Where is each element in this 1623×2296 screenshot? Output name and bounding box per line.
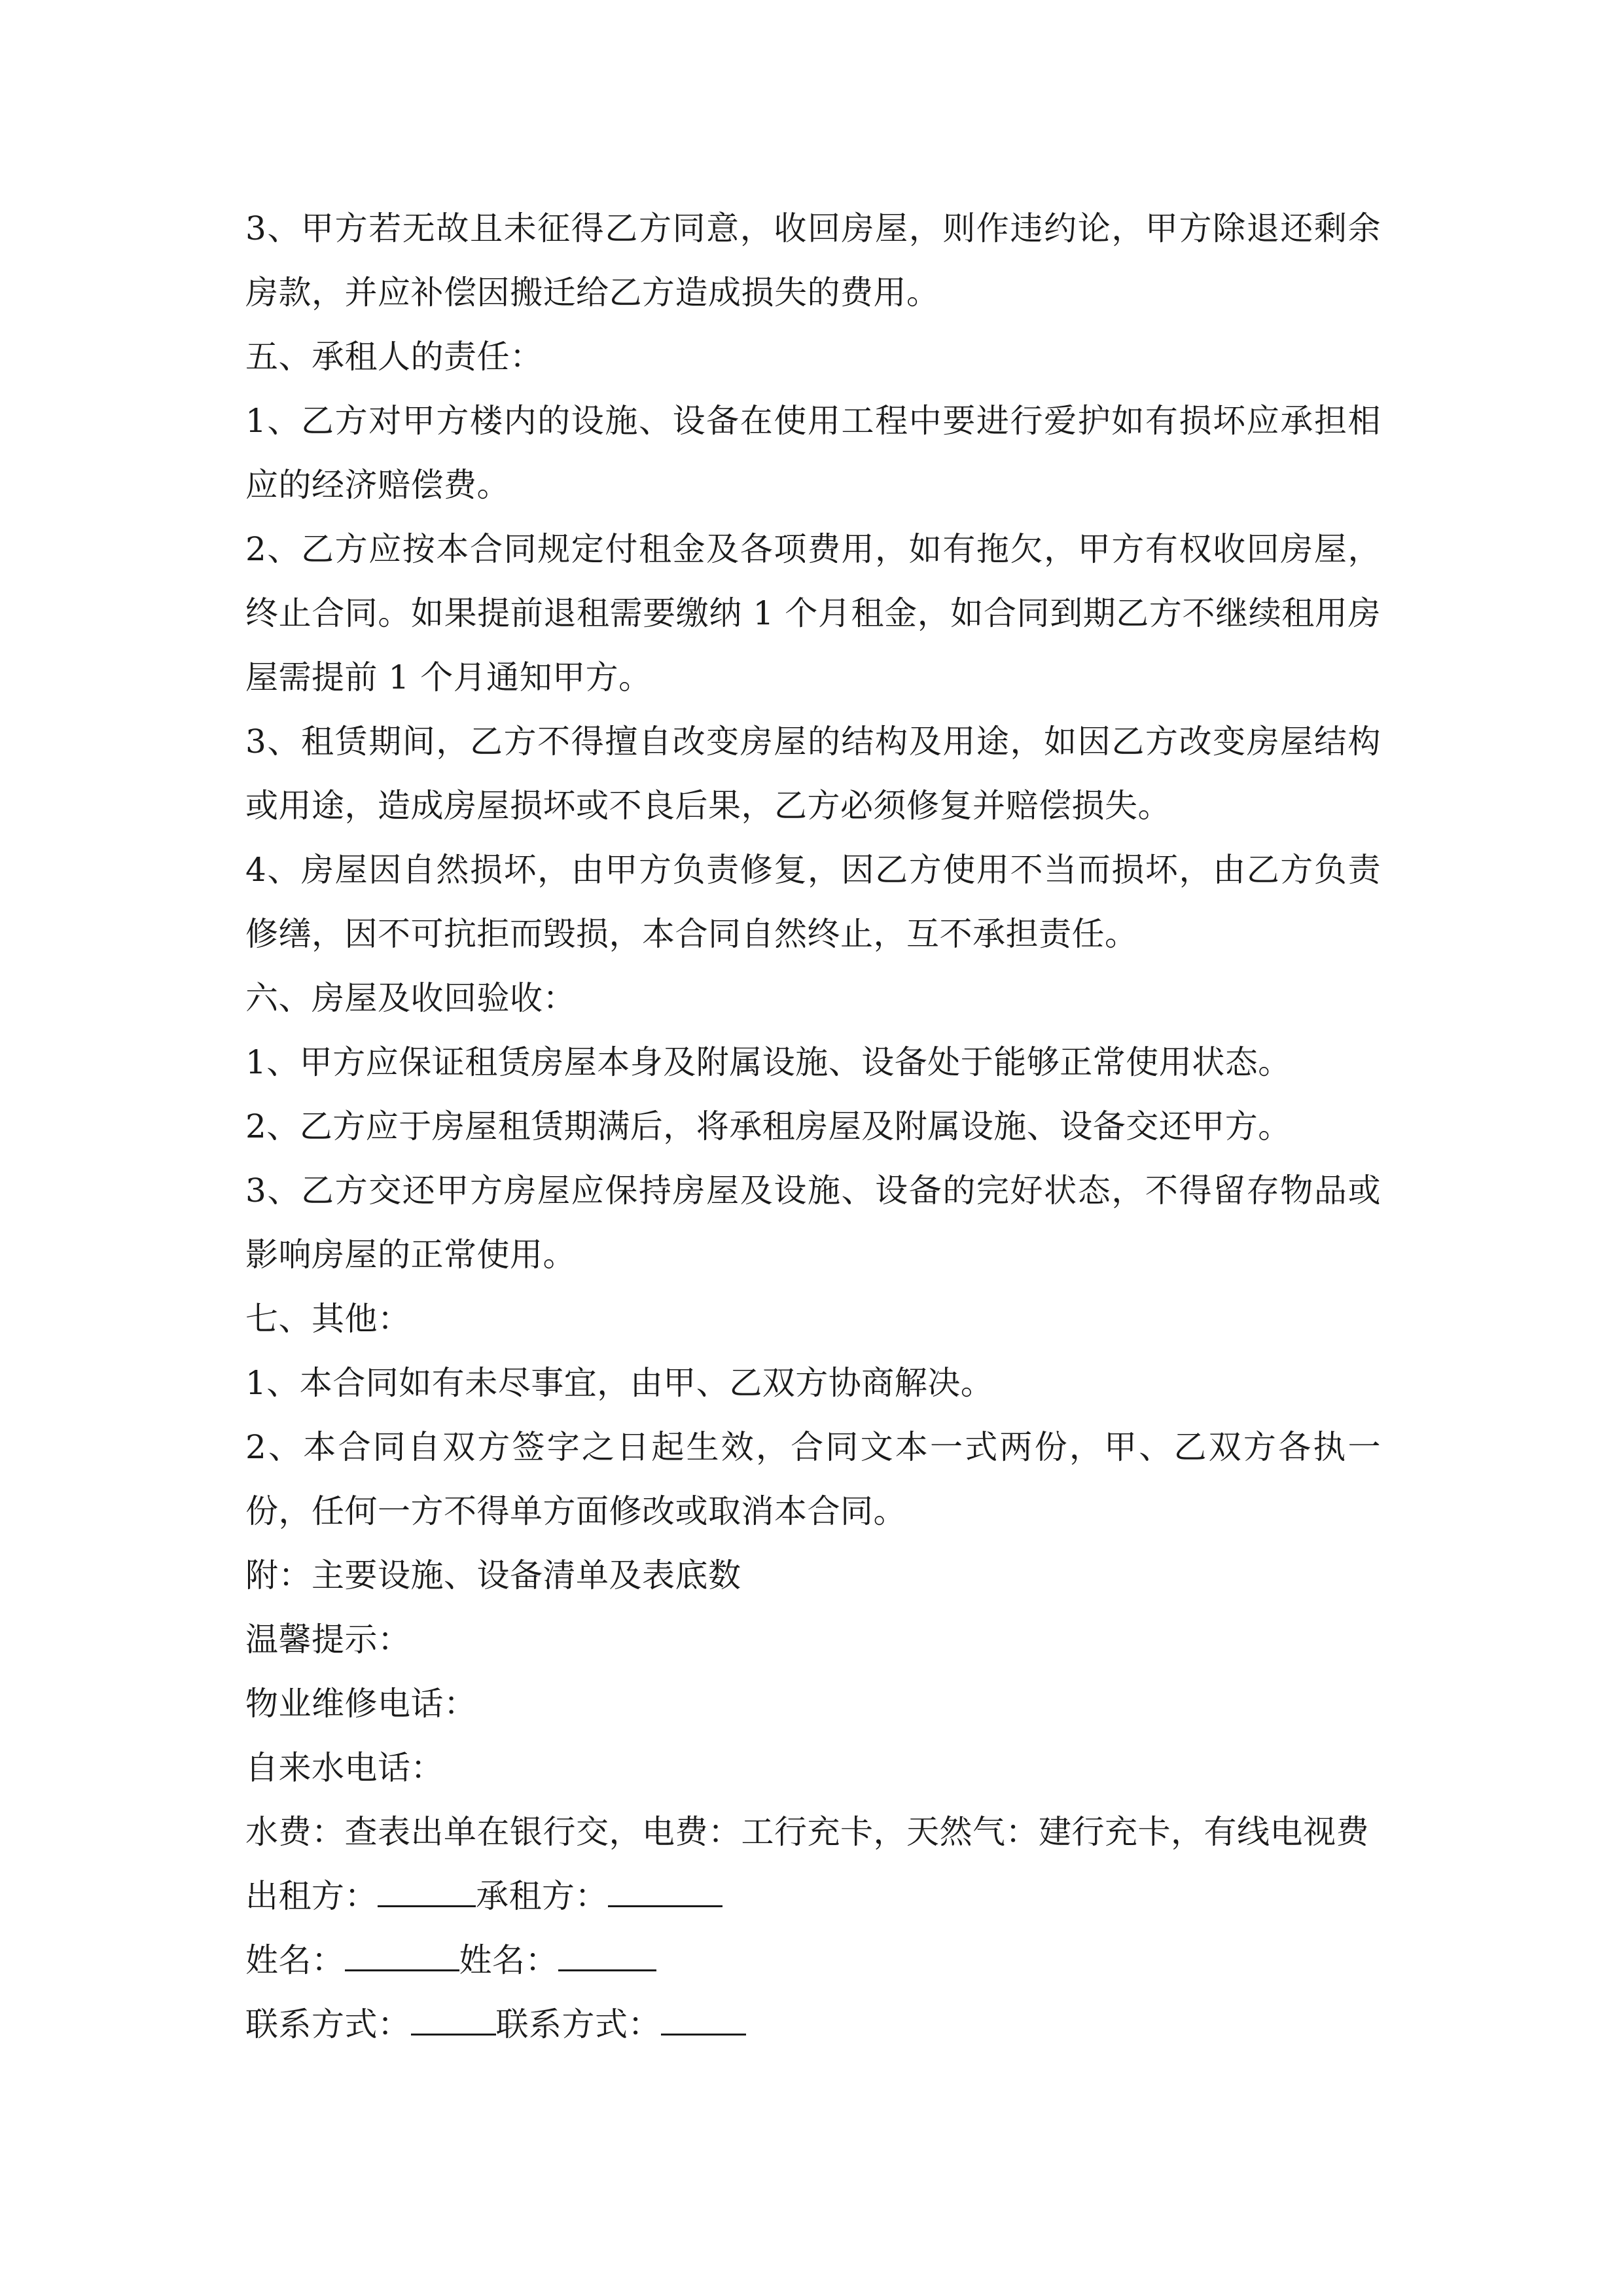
- clause-4-3: 3、甲方若无故且未征得乙方同意，收回房屋，则作违约论，甲方除退还剩余房款，并应补偿因搬迁给乙方造成损失的费用。: [245, 209, 1381, 312]
- section-heading-5: 五、承租人的责任：: [245, 338, 543, 376]
- clause-7-1: 1、本合同如有未尽事宜，由甲、乙双方协商解决。: [245, 1364, 994, 1402]
- clause-6-3: 3、乙方交还甲方房屋应保持房屋及设施、设备的完好状态，不得留存物品或影响房屋的正常使用。: [245, 1172, 1381, 1274]
- lessor-label: 出租方：: [245, 1877, 378, 1915]
- lessee-label: 承租方：: [476, 1877, 608, 1915]
- clause-5-4: 4、房屋因自然损坏，由甲方负责修复，因乙方使用不当而损坏，由乙方负责修缮，因不可抗拒而毁损，本合同自然终止，互不承担责任。: [245, 851, 1381, 953]
- attachment-note: 附：主要设施、设备清单及表底数: [245, 1556, 741, 1594]
- contract-body: [245, 196, 1381, 2056]
- lessee-contact-blank[interactable]: [661, 2003, 746, 2036]
- clause-7-2: 2、本合同自双方签字之日起生效，合同文本一式两份，甲、乙双方各执一份，任何一方不得单方面修改或取消本合同。: [245, 1428, 1381, 1530]
- lessee-name-label: 姓名：: [459, 1941, 558, 1979]
- section-heading-6: 六、房屋及收回验收：: [245, 979, 576, 1017]
- lessee-contact-label: 联系方式：: [495, 2005, 661, 2043]
- clause-6-1: 1、甲方应保证租赁房屋本身及附属设施、设备处于能够正常使用状态。: [245, 1043, 1291, 1081]
- signature-name-line: [245, 1928, 1381, 1992]
- lessee-name-blank[interactable]: [558, 1939, 656, 1971]
- lessee-blank[interactable]: [608, 1875, 722, 1907]
- lessor-blank[interactable]: [378, 1875, 476, 1907]
- section-heading-7: 七、其他：: [245, 1300, 411, 1338]
- lessor-name-blank[interactable]: [345, 1939, 459, 1971]
- signature-party-line: [245, 1864, 1381, 1928]
- lessor-contact-label: 联系方式：: [245, 2005, 411, 2043]
- property-repair-phone: 物业维修电话：: [245, 1685, 477, 1723]
- water-phone: 自来水电话：: [245, 1749, 444, 1787]
- signature-contact-line: [245, 1992, 1381, 2056]
- clause-5-2: 2、乙方应按本合同规定付租金及各项费用，如有拖欠，甲方有权收回房屋，终止合同。如果提前退租需要缴纳 1 个月租金，如合同到期乙方不继续租用房屋需提前 1 个月通知甲方。: [245, 530, 1381, 696]
- lessor-contact-blank[interactable]: [411, 2003, 496, 2036]
- clause-5-1: 1、乙方对甲方楼内的设施、设备在使用工程中要进行爱护如有损坏应承担相应的经济赔偿费。: [245, 402, 1381, 504]
- utility-payment-note: 水费：查表出单在银行交，电费：工行充卡，天然气：建行充卡，有线电视费: [245, 1813, 1369, 1851]
- clause-6-2: 2、乙方应于房屋租赁期满后，将承租房屋及附属设施、设备交还甲方。: [245, 1107, 1291, 1145]
- clause-5-3: 3、租赁期间，乙方不得擅自改变房屋的结构及用途，如因乙方改变房屋结构或用途，造成房屋损坏或不良后果，乙方必须修复并赔偿损失。: [245, 723, 1381, 825]
- tips-heading: 温馨提示：: [245, 1621, 411, 1659]
- lessor-name-label: 姓名：: [245, 1941, 345, 1979]
